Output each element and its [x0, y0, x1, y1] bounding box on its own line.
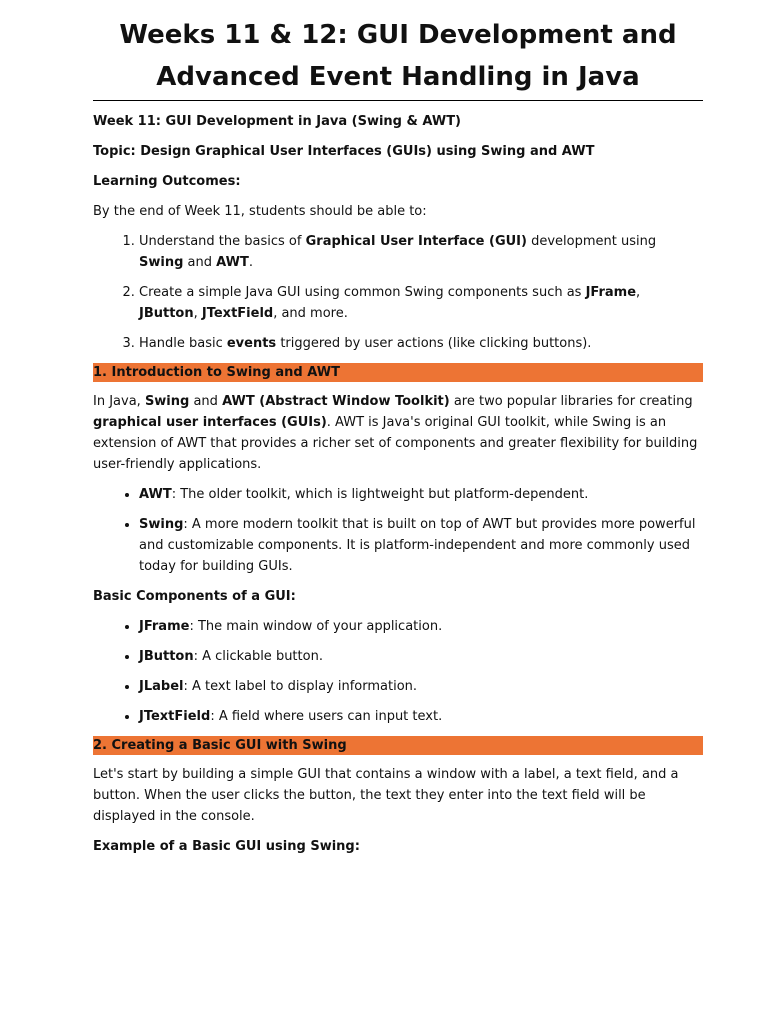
- section-1-heading: 1. Introduction to Swing and AWT: [93, 363, 703, 382]
- section-2-heading: 2. Creating a Basic GUI with Swing: [93, 736, 703, 755]
- document-body: [93, 111, 703, 857]
- topic-heading: Topic: Design Graphical User Interfaces (GUIs) using Swing and AWT: [93, 144, 595, 159]
- example-heading: Example of a Basic GUI using Swing:: [93, 839, 360, 854]
- component-item: • JTextField: A field where users can input text.: [139, 706, 703, 727]
- section-2-paragraph: Let's start by building a simple GUI that contains a window with a label, a text field, and a button. When the user clicks the button, the text they enter into the text field will be displayed in the console.: [93, 767, 679, 824]
- outcome-item: 1. Understand the basics of Graphical User Interface (GUI) development using Swing and AWT.: [139, 231, 703, 273]
- toolkit-item: • AWT: The older toolkit, which is lightweight but platform-dependent.: [139, 484, 703, 505]
- section-1-paragraph: In Java, Swing and AWT (Abstract Window Toolkit) are two popular libraries for creating graphical user interfaces (GUIs). AWT is Java's original GUI toolkit, while Swing is an extension of AWT that provides a richer set of components and greater flexibility for building user-friendly applications.: [93, 394, 698, 472]
- component-item: • JButton: A clickable button.: [139, 646, 703, 667]
- title-line-1: Weeks 11 & 12: GUI Development and: [119, 20, 677, 50]
- toolkits-list: [93, 484, 703, 577]
- outcome-item: 2. Create a simple Java GUI using common Swing components such as JFrame, JButton, JTextField, and more.: [139, 282, 703, 324]
- learning-outcomes-list: [93, 231, 703, 354]
- week-heading: Week 11: GUI Development in Java (Swing & AWT): [93, 114, 461, 129]
- outcome-item: 3. Handle basic events triggered by user actions (like clicking buttons).: [139, 333, 703, 354]
- title-line-2: Advanced Event Handling in Java: [156, 62, 640, 92]
- components-list: [93, 616, 703, 727]
- toolkit-item: • Swing: A more modern toolkit that is built on top of AWT but provides more powerful and customizable components. It is platform-independent and more commonly used today for building GUIs.: [139, 514, 703, 577]
- learning-outcomes-heading: Learning Outcomes:: [93, 174, 241, 189]
- basic-components-heading: Basic Components of a GUI:: [93, 589, 296, 604]
- component-item: • JLabel: A text label to display information.: [139, 676, 703, 697]
- document-title: [93, 14, 703, 101]
- component-item: • JFrame: The main window of your application.: [139, 616, 703, 637]
- intro-line: By the end of Week 11, students should be able to:: [93, 204, 427, 219]
